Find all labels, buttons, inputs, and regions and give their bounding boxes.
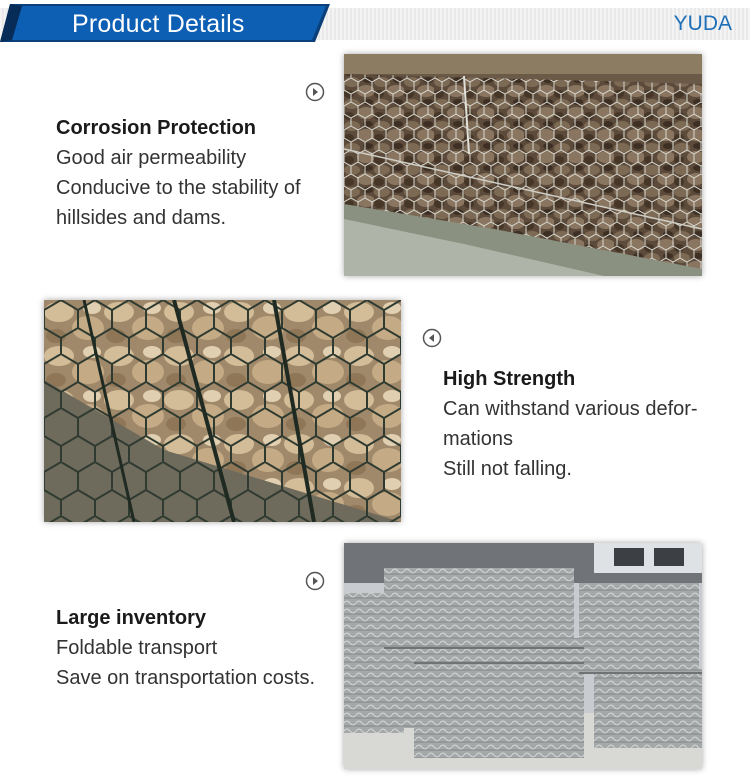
chevron-right-circle-icon[interactable]: [305, 571, 325, 591]
brand-logo-text: YUDA: [673, 12, 732, 35]
gabion-bundles-photo: [344, 543, 702, 769]
section-heading: High Strength: [443, 368, 576, 390]
section-line: Good air permeability: [56, 147, 247, 169]
section-line: Still not falling.: [443, 458, 572, 480]
chevron-right-circle-icon[interactable]: [305, 82, 325, 102]
section-line: Can withstand various defor-: [443, 398, 698, 420]
chevron-left-circle-icon[interactable]: [422, 328, 442, 348]
section-line: Foldable transport: [56, 637, 218, 659]
section-strength: [443, 364, 698, 484]
gabion-riverbank-photo: [344, 54, 702, 276]
section-corrosion: [56, 113, 301, 233]
page-title: Product Details: [72, 10, 245, 38]
section-line: Conducive to the stability of: [56, 177, 301, 199]
section-line: mations: [443, 428, 514, 450]
section-inventory: [56, 603, 315, 693]
section-heading: Large inventory: [56, 607, 207, 629]
section-line: Save on transportation costs.: [56, 667, 316, 689]
gabion-wall-photo: [44, 300, 401, 522]
section-line: hillsides and dams.: [56, 207, 227, 229]
section-heading: Corrosion Protection: [56, 117, 257, 139]
